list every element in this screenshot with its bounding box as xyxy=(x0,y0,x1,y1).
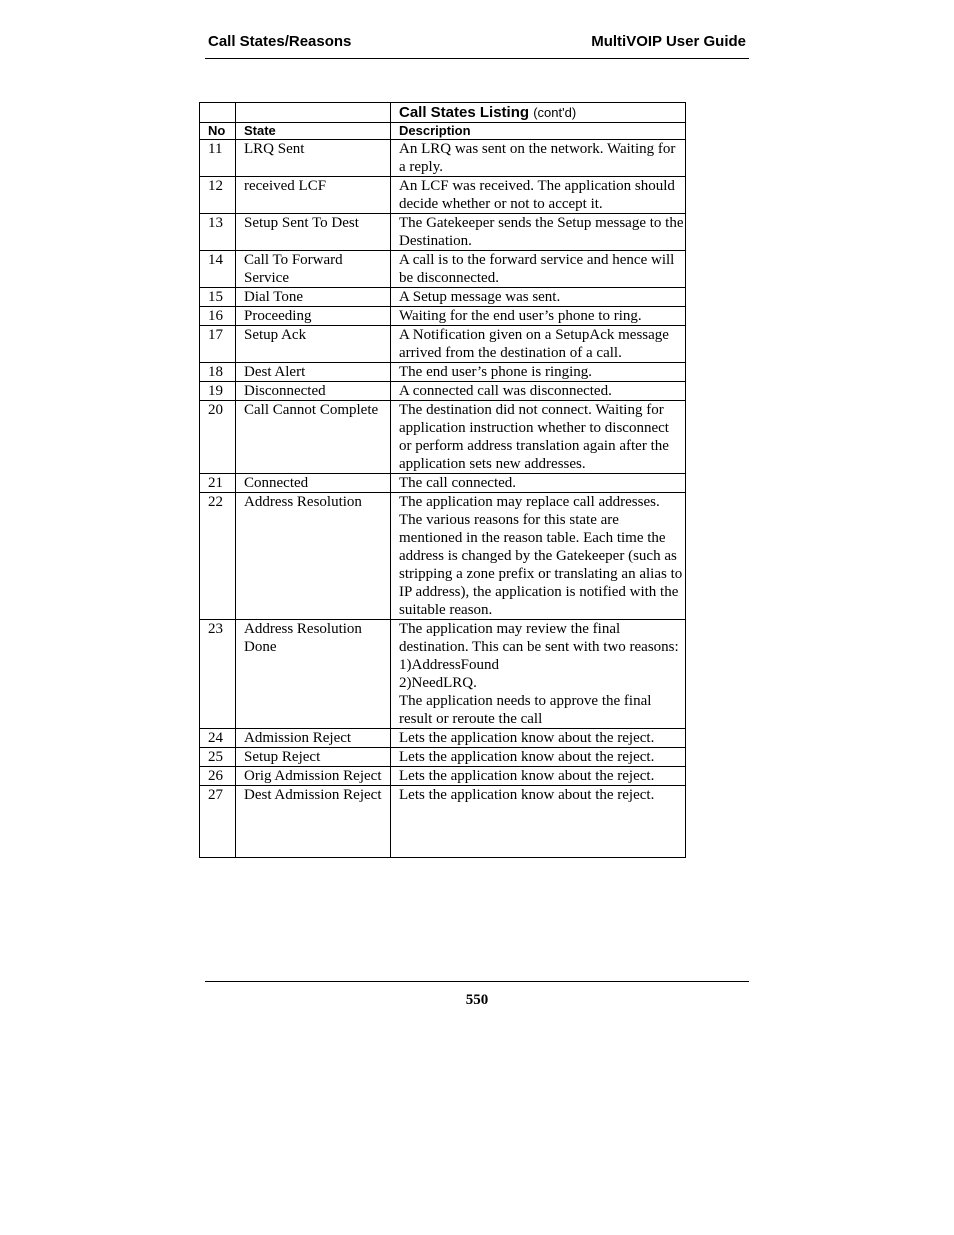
row-number: 20 xyxy=(200,401,236,474)
row-state: LRQ Sent xyxy=(236,140,391,177)
description-line: 2)NeedLRQ. xyxy=(399,675,477,691)
row-state: Call Cannot Complete xyxy=(236,401,391,474)
column-header-description: Description xyxy=(391,123,686,140)
row-number: 12 xyxy=(200,177,236,214)
row-state: Call To Forward Service xyxy=(236,251,391,288)
table-title-main: Call States Listing xyxy=(399,104,530,121)
row-state: Setup Reject xyxy=(236,748,391,767)
table-row xyxy=(200,401,686,474)
row-state: Admission Reject xyxy=(236,729,391,748)
row-state: Address Resolution Done xyxy=(236,620,391,729)
table-header-row xyxy=(200,123,686,140)
row-description: An LCF was received. The application should decide whether or not to accept it. xyxy=(391,177,686,214)
row-state: Dial Tone xyxy=(236,288,391,307)
row-description: Lets the application know about the reject. xyxy=(391,748,686,767)
row-number: 13 xyxy=(200,214,236,251)
description-line: The application needs to approve the final result or reroute the call xyxy=(399,693,652,727)
row-description: The call connected. xyxy=(391,474,686,493)
row-description: The destination did not connect. Waiting for application instruction whether to disconnect or perform address translation again after the application sets new addresses. xyxy=(391,401,686,474)
table-row xyxy=(200,177,686,214)
column-header-no: No xyxy=(200,123,236,140)
row-description: The application may replace call addresses. The various reasons for this state are mentioned in the reason table. Each time the address is changed by the Gatekeeper (such as stripping a zone prefix or translating an alias to IP address), the application is notified with the suitable reason. xyxy=(391,493,686,620)
table-row xyxy=(200,307,686,326)
row-description: Waiting for the end user’s phone to ring. xyxy=(391,307,686,326)
running-header-title: MultiVOIP User Guide xyxy=(591,33,746,50)
column-header-state: State xyxy=(236,123,391,140)
table-row xyxy=(200,767,686,786)
call-states-table xyxy=(199,102,686,858)
table-row xyxy=(200,382,686,401)
page-number: 550 xyxy=(465,992,489,1008)
row-state: Setup Ack xyxy=(236,326,391,363)
row-description: The end user’s phone is ringing. xyxy=(391,363,686,382)
row-description: An LRQ was sent on the network. Waiting for a reply. xyxy=(391,140,686,177)
table-row xyxy=(200,140,686,177)
row-state: Setup Sent To Dest xyxy=(236,214,391,251)
row-number: 25 xyxy=(200,748,236,767)
row-description xyxy=(391,620,686,729)
row-state: Dest Alert xyxy=(236,363,391,382)
table-title xyxy=(391,103,686,123)
row-description: A connected call was disconnected. xyxy=(391,382,686,401)
table-title-suffix: (cont'd) xyxy=(533,105,577,120)
table-row xyxy=(200,474,686,493)
row-description: Lets the application know about the reject. xyxy=(391,786,686,858)
footer-rule xyxy=(205,981,749,982)
table-title-row xyxy=(200,103,686,123)
table-row xyxy=(200,251,686,288)
table-row xyxy=(200,214,686,251)
table-row xyxy=(200,326,686,363)
row-description: A call is to the forward service and hence will be disconnected. xyxy=(391,251,686,288)
row-number: 23 xyxy=(200,620,236,729)
row-number: 27 xyxy=(200,786,236,858)
row-number: 14 xyxy=(200,251,236,288)
row-state: Disconnected xyxy=(236,382,391,401)
row-number: 24 xyxy=(200,729,236,748)
header-rule xyxy=(205,58,749,59)
row-description: A Notification given on a SetupAck message arrived from the destination of a call. xyxy=(391,326,686,363)
table-row xyxy=(200,363,686,382)
row-description: The Gatekeeper sends the Setup message to the Destination. xyxy=(391,214,686,251)
table-row xyxy=(200,493,686,620)
title-blank-cell xyxy=(200,103,236,123)
row-number: 21 xyxy=(200,474,236,493)
table-row xyxy=(200,786,686,858)
row-state: received LCF xyxy=(236,177,391,214)
running-header-section: Call States/Reasons xyxy=(208,33,352,50)
row-number: 22 xyxy=(200,493,236,620)
table-row xyxy=(200,288,686,307)
row-state: Proceeding xyxy=(236,307,391,326)
description-line: The application may review the final destination. This can be sent with two reasons: xyxy=(399,621,679,655)
table-row xyxy=(200,620,686,729)
row-number: 17 xyxy=(200,326,236,363)
row-description: Lets the application know about the reject. xyxy=(391,729,686,748)
row-number: 19 xyxy=(200,382,236,401)
title-blank-cell xyxy=(236,103,391,123)
row-number: 16 xyxy=(200,307,236,326)
row-description: Lets the application know about the reject. xyxy=(391,767,686,786)
table-row xyxy=(200,748,686,767)
row-state: Address Resolution xyxy=(236,493,391,620)
row-state: Connected xyxy=(236,474,391,493)
row-state: Dest Admission Reject xyxy=(236,786,391,858)
row-description: A Setup message was sent. xyxy=(391,288,686,307)
row-state: Orig Admission Reject xyxy=(236,767,391,786)
row-number: 11 xyxy=(200,140,236,177)
row-number: 18 xyxy=(200,363,236,382)
row-number: 26 xyxy=(200,767,236,786)
table-row xyxy=(200,729,686,748)
description-line: 1)AddressFound xyxy=(399,657,499,673)
row-number: 15 xyxy=(200,288,236,307)
